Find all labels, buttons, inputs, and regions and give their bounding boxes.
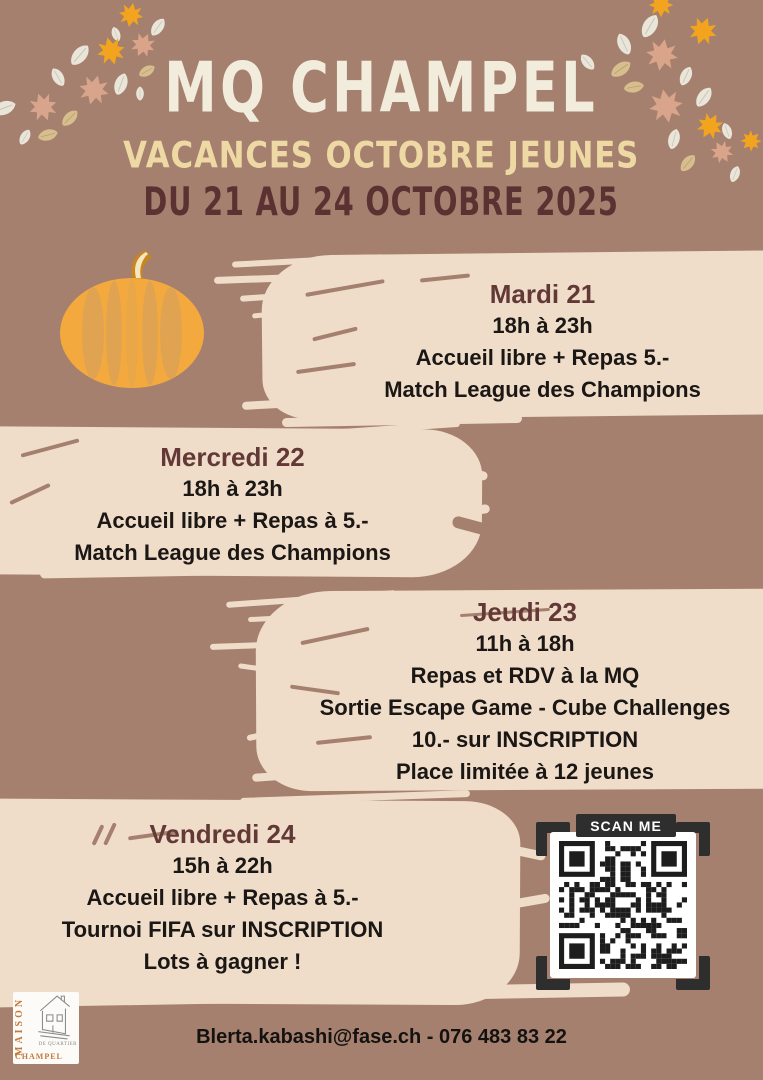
day-line: Accueil libre + Repas 5.- [415,345,670,370]
poster-date-range [0,179,763,226]
poster-date-range-text: DU 21 AU 24 OCTOBRE 2025 [143,179,620,226]
poster-subtitle [0,136,763,176]
logo-de-quartier-text: DE QUARTIER [38,1042,77,1047]
day-line: 10.- sur INSCRIPTION [411,727,639,752]
maple-leaf-icon [684,12,722,50]
pumpkin-illustration [57,246,207,388]
poster-title [0,46,763,129]
logo-maison-text: MAISON [14,996,25,1056]
day-line: Match League des Champions [74,540,391,565]
poster-subtitle-text: VACANCES OCTOBRE JEUNES [123,135,640,177]
house-icon [34,994,76,1040]
day-line: Place limitée à 12 jeunes [395,759,655,784]
maple-leaf-icon [116,0,146,30]
day-line: 18h à 23h [182,476,283,501]
day-line: 18h à 23h [492,313,593,338]
qr-modules-svg [559,841,687,969]
day-line: Accueil libre + Repas à 5.- [96,508,369,533]
poster-title-text: MQ CHAMPEL [164,46,599,129]
day-title: Mardi 21 [489,279,596,309]
day-title: Jeudi 23 [472,597,578,627]
day-line: Accueil libre + Repas à 5.- [86,885,359,910]
logo-champel-text: CHAMPEL [15,1052,63,1061]
scan-me-label [576,814,676,837]
contact-info: Blerta.kabashi@fase.ch - 076 483 83 22 [196,1026,567,1048]
day-line: 11h à 18h [475,631,575,656]
qr-modules [559,841,687,969]
qr-code-block [536,814,710,990]
day-title: Vendredi 24 [149,819,296,849]
day-line: Tournoi FIFA sur INSCRIPTION [61,917,384,942]
maison-de-quartier-logo [13,992,79,1064]
day-line: Sortie Escape Game - Cube Challenges [319,695,731,720]
scan-me-text: SCAN ME [590,817,662,834]
day-line: Lots à gagner ! [143,949,302,974]
day-title: Mercredi 22 [160,442,305,472]
day-line: Match League des Champions [384,377,701,402]
qr-code [550,832,696,978]
day-line: 15h à 22h [172,853,273,878]
day-line: Repas et RDV à la MQ [410,663,640,688]
